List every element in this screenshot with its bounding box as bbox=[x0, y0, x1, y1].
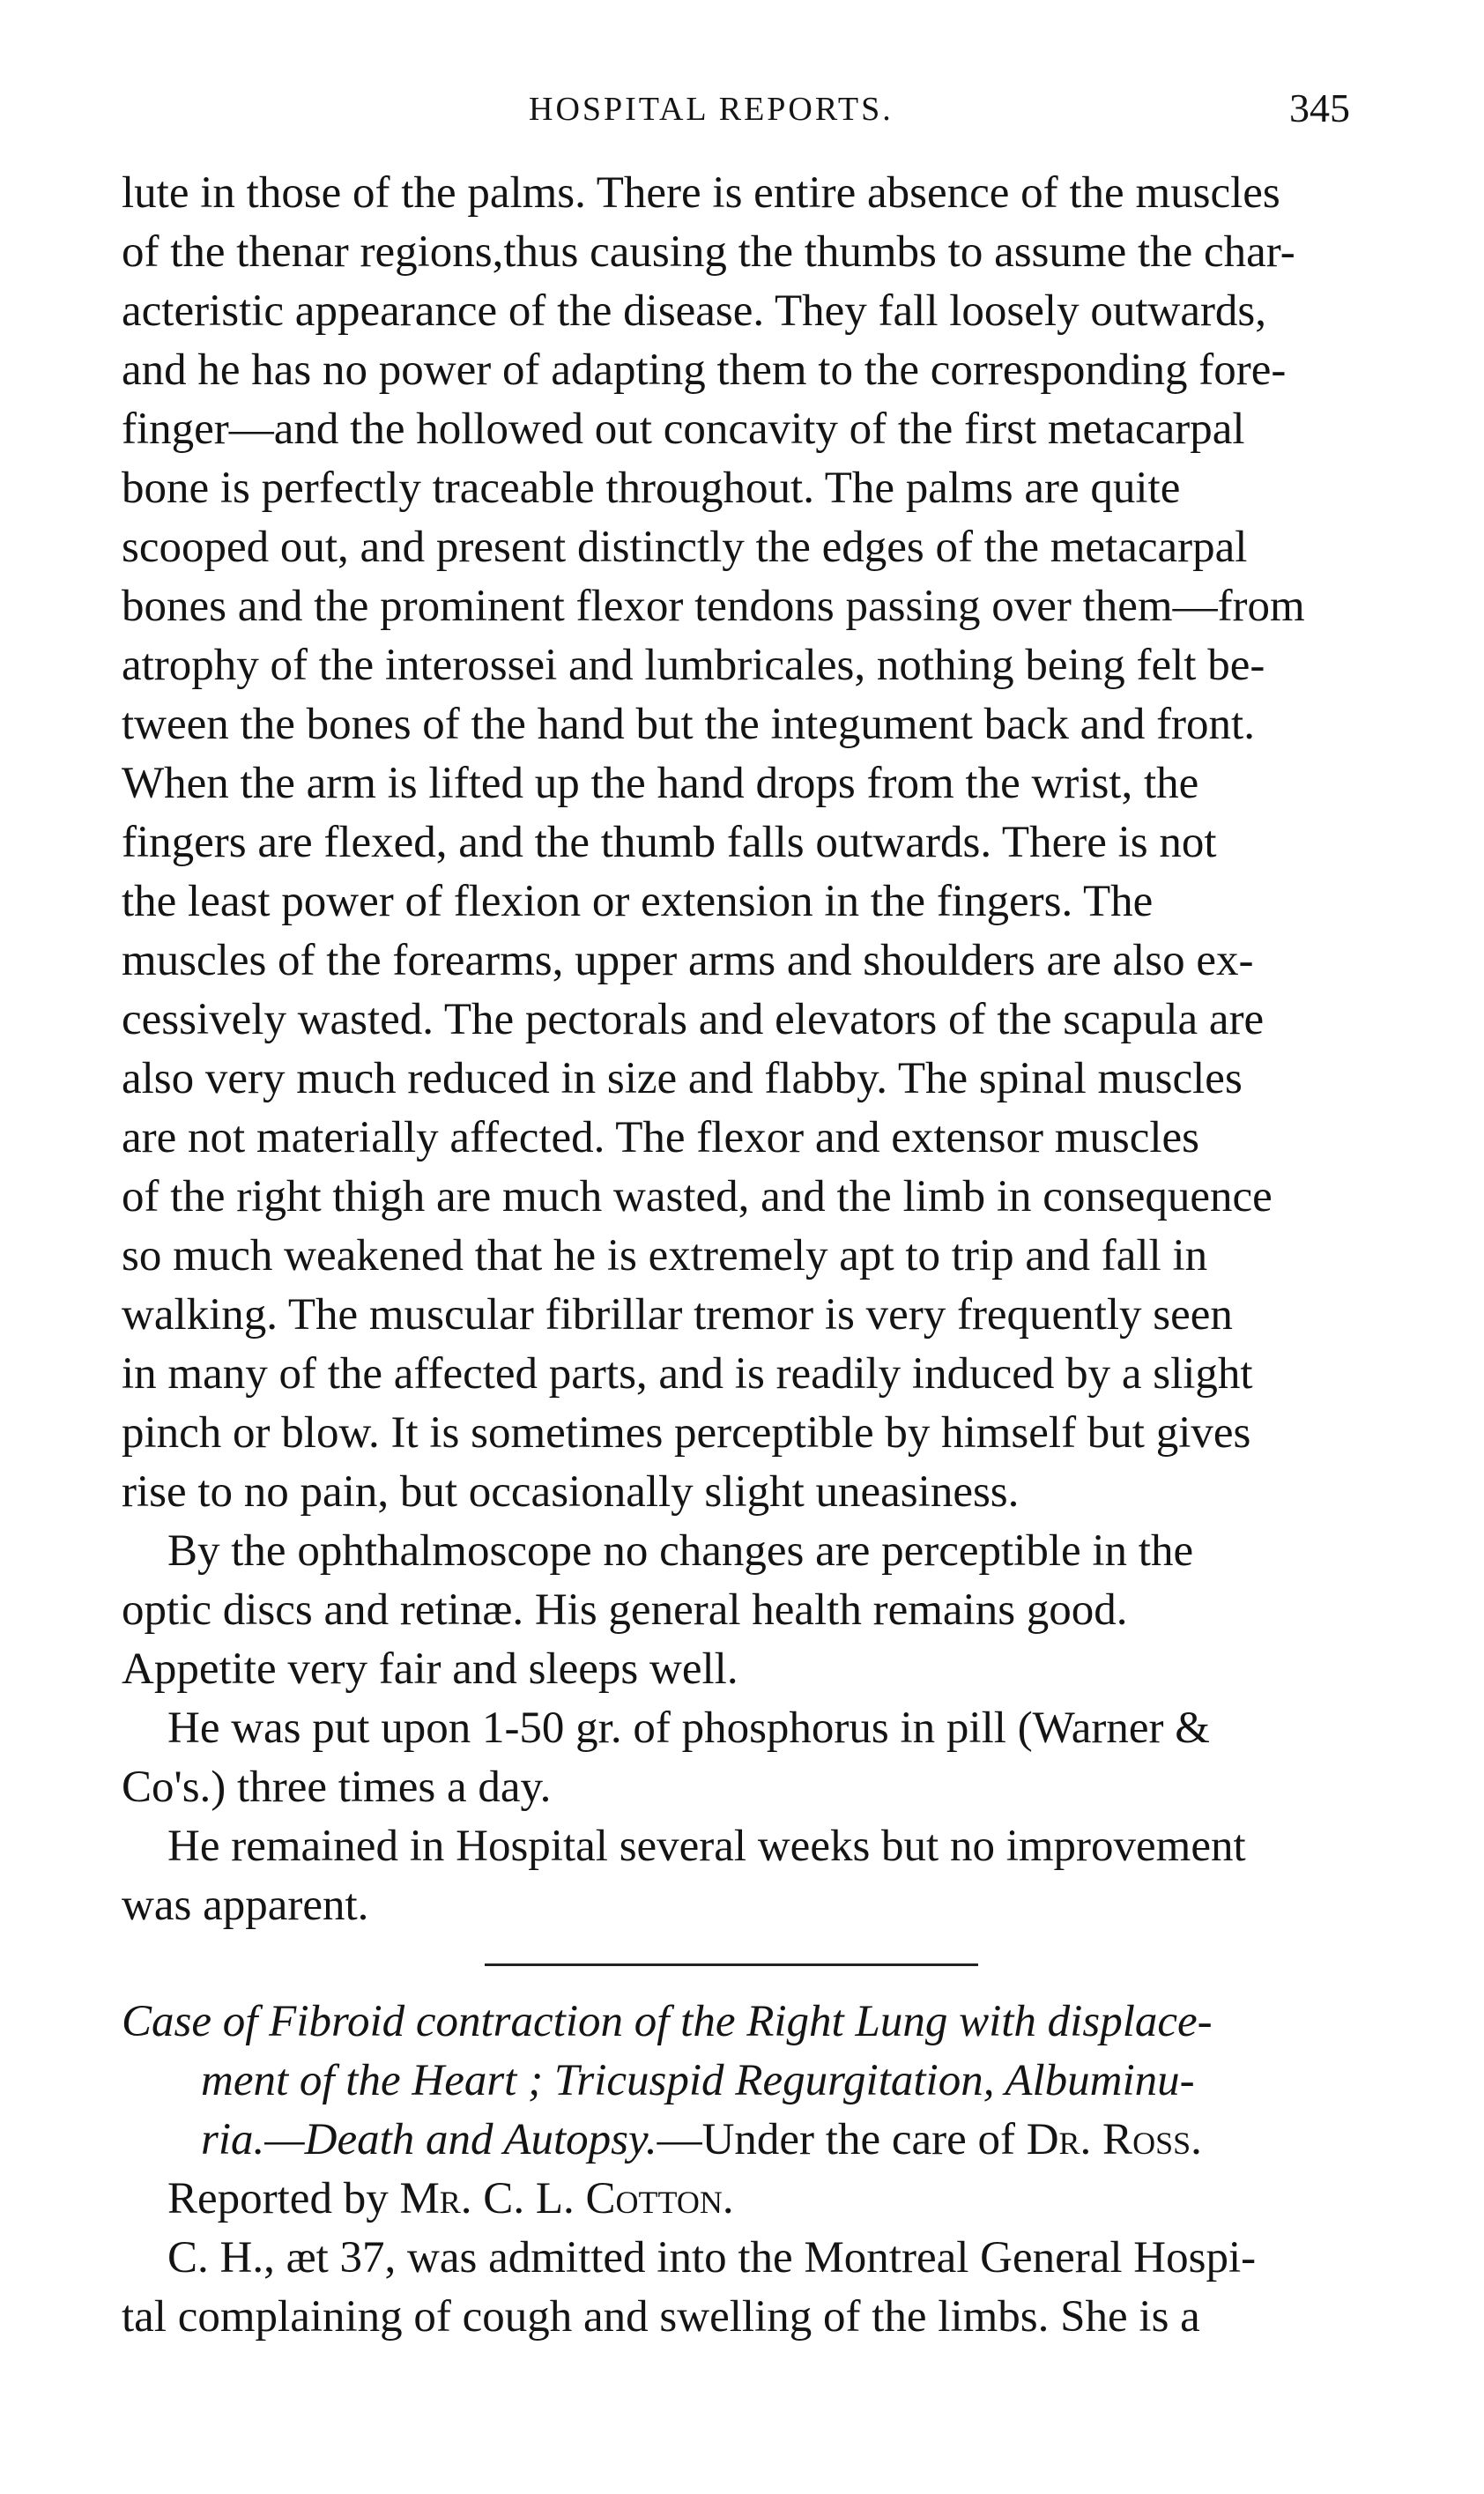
text-line: tal complaining of cough and swelling of the limbs. She is a bbox=[122, 2292, 1200, 2342]
text-line: bones and the prominent flexor tendons passing over them—from bbox=[122, 582, 1305, 631]
case-attribution-text: —Under the care of bbox=[657, 2115, 1027, 2164]
page-number: 345 bbox=[1289, 85, 1350, 130]
paragraph-1 bbox=[122, 164, 1364, 1522]
text-line: lute in those of the palms. There is entire absence of the muscles bbox=[122, 168, 1280, 218]
case-heading bbox=[122, 1993, 1364, 2229]
text-line: acteristic appearance of the disease. They fall loosely outwards, bbox=[122, 286, 1267, 336]
paragraph-5 bbox=[122, 2229, 1364, 2347]
text-line: He remained in Hospital several weeks but no improvement bbox=[167, 1822, 1246, 1871]
text-line: He was put upon 1-50 gr. of phosphorus in pill (Warner & bbox=[167, 1703, 1210, 1753]
text-line: Appetite very fair and sleeps well. bbox=[122, 1644, 738, 1694]
text-line: was apparent. bbox=[122, 1881, 369, 1930]
text-line: of the right thigh are much wasted, and the limb in consequence bbox=[122, 1172, 1273, 1221]
text-line: cessively wasted. The pectorals and elevators of the scapula are bbox=[122, 995, 1265, 1044]
text-line: When the arm is lifted up the hand drops from the wrist, the bbox=[122, 759, 1199, 808]
text-line: in many of the affected parts, and is readily induced by a slight bbox=[122, 1349, 1253, 1399]
case-title-line: ment of the Heart ; Tricuspid Regurgitation, Albuminu- bbox=[201, 2056, 1195, 2105]
text-line: the least power of flexion or extension in the fingers. The bbox=[122, 877, 1154, 926]
physician-name: Dr. Ross. bbox=[1026, 2115, 1202, 2164]
case-title-line bbox=[122, 2111, 1364, 2170]
reporter-line bbox=[122, 2170, 1364, 2229]
running-header bbox=[0, 81, 1484, 134]
reporter-text: Reported by bbox=[167, 2174, 400, 2223]
text-line: walking. The muscular fibrillar tremor is very frequently seen bbox=[122, 1290, 1233, 1340]
text-line: so much weakened that he is extremely apt to trip and fall in bbox=[122, 1231, 1208, 1280]
text-line: Co's.) three times a day. bbox=[122, 1763, 552, 1812]
text-line: scooped out, and present distinctly the edges of the metacarpal bbox=[122, 523, 1248, 572]
text-line: finger—and the hollowed out concavity of the first metacarpal bbox=[122, 405, 1245, 454]
body-text bbox=[122, 164, 1364, 2347]
section-divider bbox=[485, 1963, 978, 1966]
text-line: bone is perfectly traceable throughout. The palms are quite bbox=[122, 464, 1181, 513]
text-line: C. H., æt 37, was admitted into the Montreal General Hospi- bbox=[167, 2233, 1257, 2282]
text-line: muscles of the forearms, upper arms and shoulders are also ex- bbox=[122, 936, 1254, 985]
text-line: By the ophthalmoscope no changes are perceptible in the bbox=[167, 1526, 1194, 1576]
paragraph-4 bbox=[122, 1817, 1364, 1935]
text-line: pinch or blow. It is sometimes perceptible by himself but gives bbox=[122, 1408, 1251, 1458]
reporter-name: Mr. C. L. Cotton. bbox=[399, 2174, 734, 2223]
paragraph-2 bbox=[122, 1522, 1364, 1699]
spacer bbox=[122, 1986, 1364, 1993]
text-line: atrophy of the interossei and lumbricales, nothing being felt be- bbox=[122, 641, 1265, 690]
case-title-italic: ria.—Death and Autopsy. bbox=[201, 2115, 657, 2164]
text-line: fingers are flexed, and the thumb falls outwards. There is not bbox=[122, 818, 1217, 867]
text-line: and he has no power of adapting them to the corresponding fore- bbox=[122, 345, 1287, 395]
text-line: optic discs and retinæ. His general health remains good. bbox=[122, 1585, 1128, 1635]
paragraph-3 bbox=[122, 1699, 1364, 1817]
running-title: HOSPITAL REPORTS. bbox=[529, 91, 894, 128]
text-line: tween the bones of the hand but the integument back and front. bbox=[122, 700, 1255, 749]
text-line: of the thenar regions,thus causing the thumbs to assume the char- bbox=[122, 227, 1295, 277]
text-line: also very much reduced in size and flabby. The spinal muscles bbox=[122, 1054, 1243, 1103]
text-line: rise to no pain, but occasionally slight uneasiness. bbox=[122, 1467, 1020, 1517]
text-line: are not materially affected. The flexor and extensor muscles bbox=[122, 1113, 1200, 1162]
case-title-line: Case of Fibroid contraction of the Right Lung with displace- bbox=[122, 1997, 1213, 2046]
